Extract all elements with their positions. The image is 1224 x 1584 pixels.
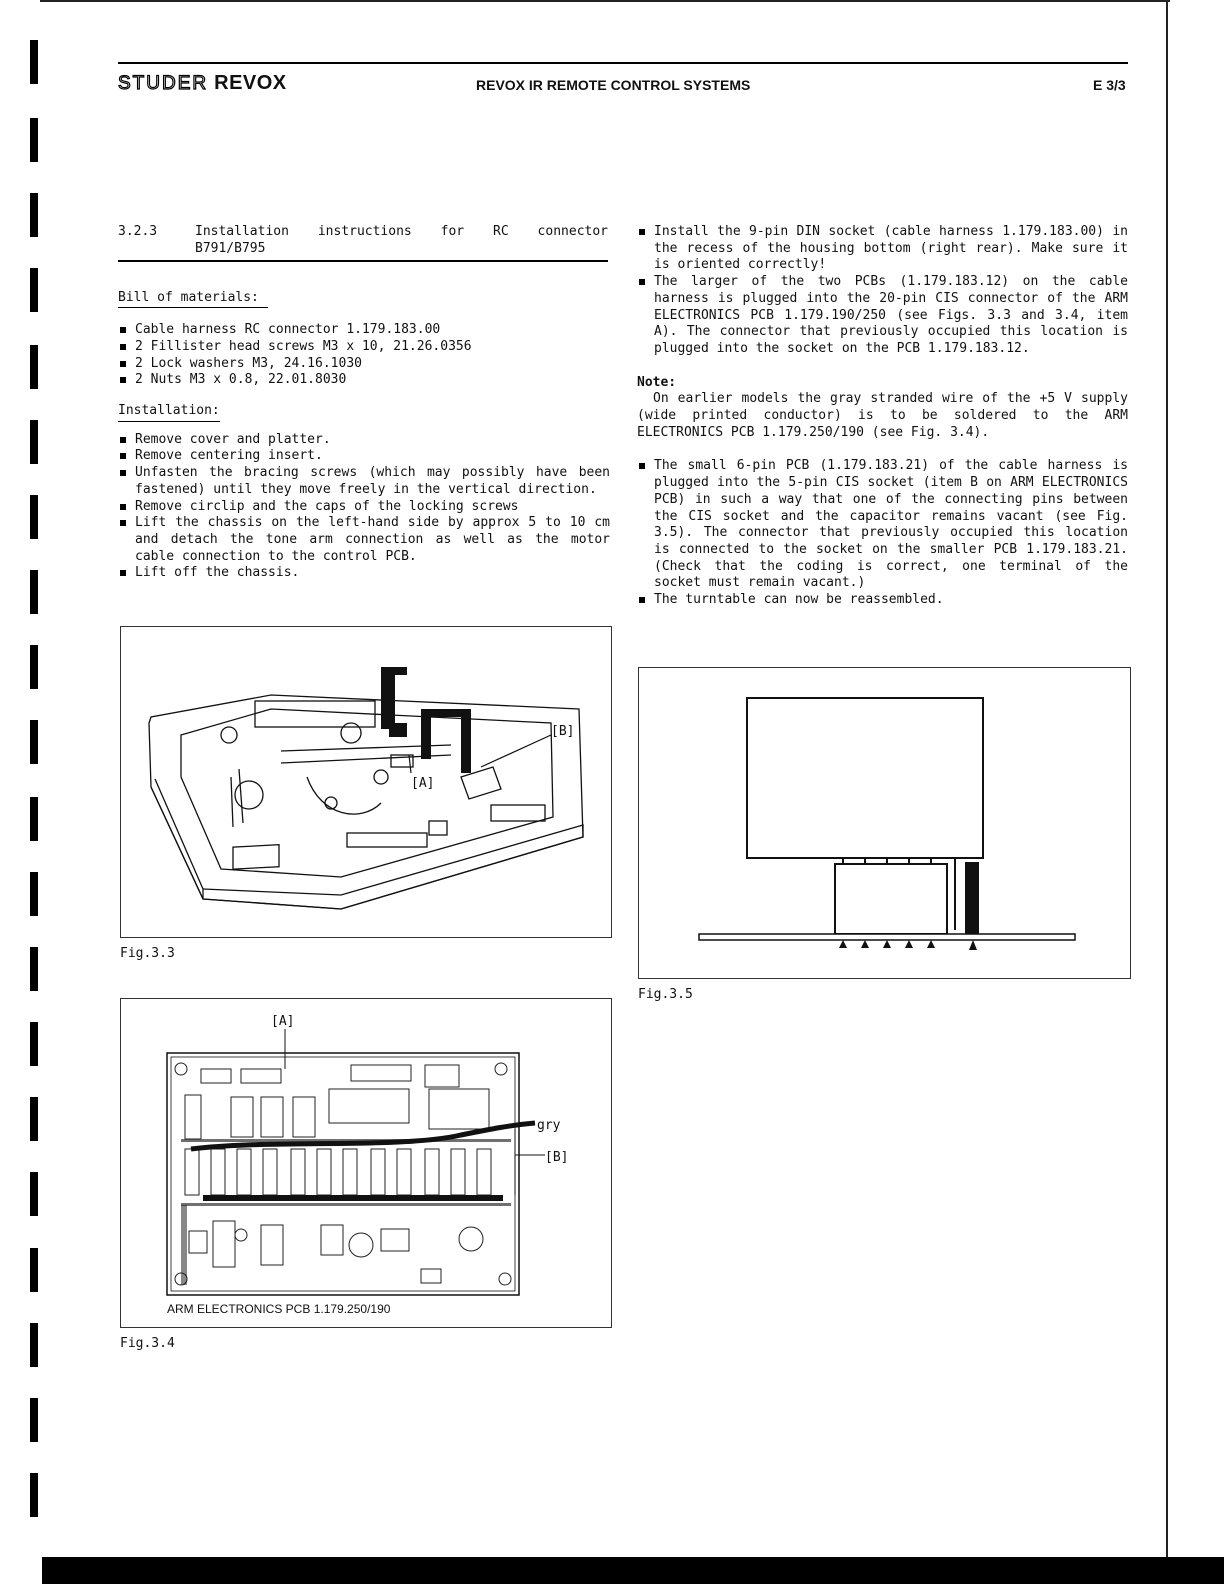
connector-side-view	[639, 668, 1129, 977]
list-item: Install the 9-pin DIN socket (cable harness 1.179.183.00) in the recess of the housing bottom (right rear). Make sure it is oriented correctly!	[637, 224, 1128, 274]
brand-logo	[118, 72, 287, 95]
logo-studer: STUDER	[118, 73, 209, 94]
page-number: E 3/3	[1093, 77, 1126, 93]
right-list-a	[637, 224, 1128, 358]
bottom-scan-bar	[42, 1557, 1224, 1584]
margin-bar	[30, 40, 38, 84]
bom-heading: Bill of materials:	[118, 289, 259, 305]
margin-bar	[30, 495, 38, 539]
margin-bar	[30, 570, 38, 614]
list-item: Remove cover and platter.	[118, 432, 610, 449]
margin-bar	[30, 420, 38, 464]
left-column	[118, 224, 610, 582]
list-item: The larger of the two PCBs (1.179.183.12) on the cable harness is plugged into the 20-pin CIS connector of the ARM ELECTRONICS PCB 1.179.190/250 (see Figs. 3.3 and 3.4, item A). The connector that previously occupied this location is plugged into the socket on the PCB 1.179.183.12.	[637, 274, 1128, 358]
list-item: Unfasten the bracing screws (which may possibly have been fastened) until they move freely in the vertical direction.	[118, 465, 610, 498]
bom-list	[118, 322, 610, 389]
fig34-label-a: [A]	[271, 1014, 295, 1029]
margin-bar	[30, 1473, 38, 1517]
list-item: The turntable can now be reassembled.	[637, 592, 1128, 609]
margin-bar	[30, 268, 38, 312]
margin-bar	[30, 1323, 38, 1367]
pcb-layout-illustration	[121, 999, 610, 1326]
turntable-illustration	[121, 627, 610, 936]
fig33-caption: Fig.3.3	[120, 946, 175, 961]
list-item: Lift the chassis on the left-hand side by approx 5 to 10 cm and detach the tone arm connection as well as the motor cable connection to the control PCB.	[118, 515, 610, 565]
section-title-line1: Installation instructions for RC connector	[195, 224, 608, 239]
fig34-caption: Fig.3.4	[120, 1336, 175, 1351]
margin-bar	[30, 1398, 38, 1442]
right-column	[637, 224, 1128, 609]
fig34-label-gry: gry	[537, 1118, 561, 1133]
margin-bar	[30, 1022, 38, 1066]
list-item: 2 Nuts M3 x 0.8, 22.01.8030	[118, 372, 610, 389]
fig35-caption: Fig.3.5	[638, 987, 693, 1002]
note-label: Note:	[637, 374, 677, 390]
list-item: 2 Fillister head screws M3 x 10, 21.26.0356	[118, 339, 610, 356]
margin-bar	[30, 193, 38, 237]
list-item: Cable harness RC connector 1.179.183.00	[118, 322, 610, 339]
right-edge-line	[1166, 0, 1168, 1560]
fig33-label-a: [A]	[411, 776, 435, 791]
header-rule	[118, 62, 1128, 64]
margin-bar	[30, 872, 38, 916]
list-item: The small 6-pin PCB (1.179.183.21) of the cable harness is plugged into the 5-pin CIS socket (item B on ARM ELECTRONICS PCB) in such a way that one of the connecting pins between the CIS socket and the capacitor remains vacant (see Fig. 3.5). The connector that previously occupied this location is connected to the socket on the smaller PCB 1.179.183.21. (Check that the coding is correct, one terminal of the socket must remain vacant.)	[637, 458, 1128, 592]
margin-bar	[30, 720, 38, 764]
margin-bar	[30, 118, 38, 162]
logo-revox: REVOX	[214, 72, 287, 94]
bom-heading-underline	[118, 307, 268, 308]
installation-list	[118, 432, 610, 582]
figure-3-3	[120, 626, 612, 938]
margin-bar	[30, 645, 38, 689]
fig34-label-b: [B]	[545, 1150, 569, 1165]
installation-heading-underline	[118, 421, 220, 422]
figure-3-4	[120, 998, 612, 1328]
margin-bar	[30, 1097, 38, 1141]
list-item: 2 Lock washers M3, 24.16.1030	[118, 356, 610, 373]
margin-bar	[30, 1248, 38, 1292]
installation-heading: Installation:	[118, 403, 220, 419]
right-list-b	[637, 458, 1128, 608]
section-number: 3.2.3	[118, 224, 158, 239]
list-item: Remove circlip and the caps of the locking screws	[118, 499, 610, 516]
document-title: REVOX IR REMOTE CONTROL SYSTEMS	[476, 77, 751, 93]
fig33-label-b: [B]	[551, 724, 575, 739]
figure-3-5	[638, 667, 1131, 979]
margin-bar	[30, 797, 38, 841]
top-edge-line	[40, 0, 1170, 2]
list-item: Remove centering insert.	[118, 448, 610, 465]
section-heading-rule	[118, 260, 608, 262]
section-title-line2: B791/B795	[195, 240, 266, 256]
margin-bar	[30, 345, 38, 389]
note-text: On earlier models the gray stranded wire of the +5 V supply (wide printed conductor) is to be soldered to the ARM ELECTRONICS PCB 1.179.250/190 (see Fig. 3.4).	[637, 391, 1128, 440]
margin-bar	[30, 1172, 38, 1216]
margin-bar	[30, 947, 38, 991]
fig34-pcb-label: ARM ELECTRONICS PCB 1.179.250/190	[167, 1302, 391, 1316]
list-item: Lift off the chassis.	[118, 565, 610, 582]
section-heading	[118, 224, 610, 260]
